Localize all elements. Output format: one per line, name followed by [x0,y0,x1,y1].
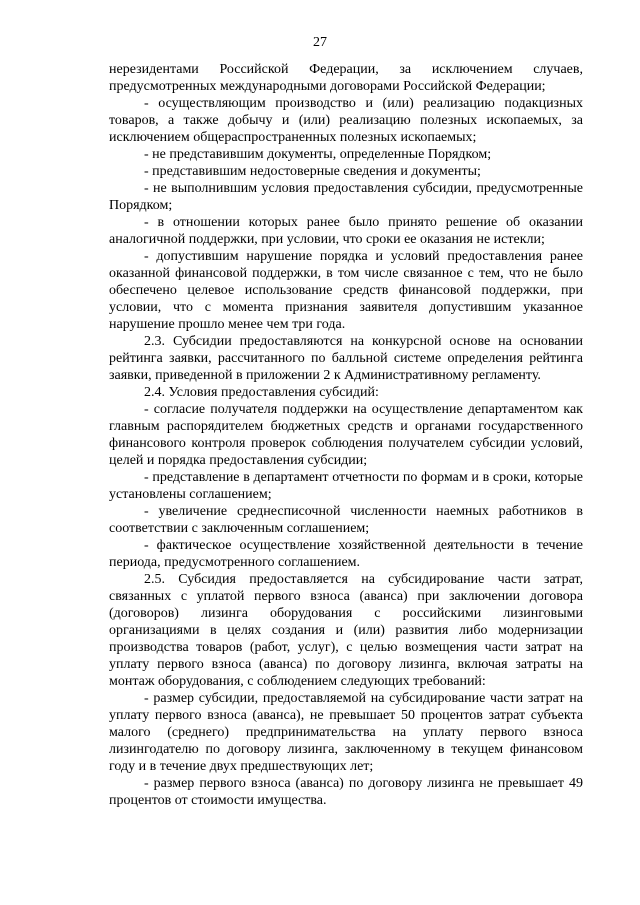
paragraph-list-item: - представление в департамент отчетности по формам и в сроки, которые установлены соглашением; [109,470,583,502]
paragraph-list-item: - допустившим нарушение порядка и условий предоставления ранее оказанной финансовой поддержки, в том числе связанное с тем, что не было обеспечено целевое использование средств финансовой поддержки, при условии, что с момента признания заявителя допустившим указанное нарушение прошло менее чем три года. [109,249,583,332]
paragraph-list-item: - не выполнившим условия предоставления субсидии, предусмотренные Порядком; [109,181,583,213]
paragraph-list-item: - увеличение среднесписочной численности наемных работников в соответствии с заключенным соглашением; [109,504,583,536]
page-number: 27 [313,35,327,50]
paragraph-list-item: - размер первого взноса (аванса) по договору лизинга не превышает 49 процентов от стоимости имущества. [109,776,583,808]
paragraph-list-item: - представившим недостоверные сведения и документы; [144,164,481,179]
paragraph-list-item: - осуществляющим производство и (или) реализацию подакцизных товаров, а также добычу и (или) реализацию полезных ископаемых, за исключением общераспространенных полезных ископаемых; [109,96,583,145]
paragraph-continuation: нерезидентами Российской Федерации, за исключением случаев, предусмотренных международными договорами Российской Федерации; [109,62,583,94]
paragraph-list-item: - размер субсидии, предоставляемой на субсидирование части затрат на уплату первого взноса (аванса), не превышает 50 процентов затрат субъекта малого (среднего) предпринимательства на уплату первого взноса лизингодателю по договору лизинга, заключенному в текущем финансовом году и в течение двух предшествующих лет; [109,691,583,774]
paragraph-clause-2-3: 2.3. Субсидии предоставляются на конкурсной основе на основании рейтинга заявки, рассчитанного по балльной системе определения рейтинга заявки, приведенной в приложении 2 к Административному регламенту. [109,334,583,383]
paragraph-list-item: - согласие получателя поддержки на осуществление департаментом как главным распорядителем бюджетных средств и органами государственного финансового контроля проверок соблюдения получателем субсидии условий, целей и порядка предоставления субсидии; [109,402,583,468]
paragraph-clause-2-4: 2.4. Условия предоставления субсидий: [144,385,379,400]
paragraph-clause-2-5: 2.5. Субсидия предоставляется на субсидирование части затрат, связанных с уплатой первого взноса (аванса) при заключении договора (договоров) лизинга оборудования с российскими лизинговыми организациями в целях создания и (или) развития либо модернизации производства товаров (работ, услуг), с целью возмещения части затрат на уплату первого взноса (аванса) по договору лизинга, включая затраты на монтаж оборудования, с соблюдением следующих требований: [109,572,583,689]
document-body [109,61,583,809]
paragraph-list-item: - фактическое осуществление хозяйственной деятельности в течение периода, предусмотренного соглашением. [109,538,583,570]
paragraph-list-item: - в отношении которых ранее было принято решение об оказании аналогичной поддержки, при условии, что сроки ее оказания не истекли; [109,215,583,247]
paragraph-list-item: - не представившим документы, определенные Порядком; [144,147,492,162]
